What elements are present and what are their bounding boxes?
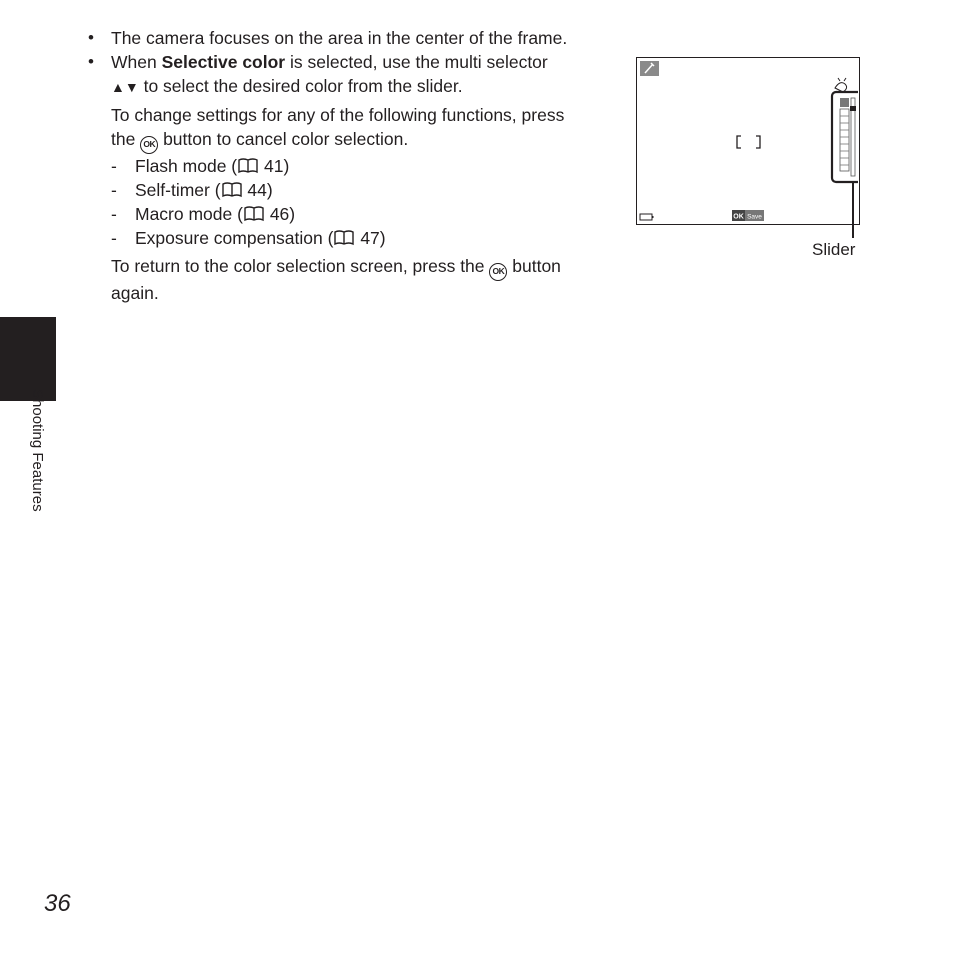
ok-button-icon: OK [140, 136, 158, 154]
slider-caption: Slider [812, 240, 856, 259]
dash-marker: - [111, 228, 117, 248]
list-item-page: 47) [355, 228, 386, 248]
camera-screen-illustration [636, 57, 860, 225]
function-list [86, 154, 616, 250]
bullet-text: When [111, 52, 162, 72]
list-item [86, 202, 616, 226]
focus-area-brackets [737, 136, 760, 148]
dash-marker: - [111, 204, 117, 224]
main-content [86, 26, 616, 305]
chapter-tab [0, 317, 56, 401]
paragraph-text: again. [111, 283, 159, 303]
selective-color-term: Selective color [161, 52, 286, 72]
book-reference-icon [221, 182, 243, 198]
dash-marker: - [111, 156, 117, 176]
camera-screen-graphic [637, 58, 858, 223]
list-item [86, 226, 616, 250]
chapter-label: Shooting Features [29, 389, 46, 512]
list-item-page: 46) [264, 204, 296, 224]
selective-color-mode-icon [640, 61, 659, 76]
list-item [86, 154, 616, 178]
paragraph-text: button [507, 256, 561, 276]
bullet-text: The camera focuses on the area in the center of the frame. [111, 28, 568, 48]
dash-marker: - [111, 180, 117, 200]
cancel-paragraph [86, 103, 616, 154]
book-reference-icon [237, 158, 259, 174]
battery-icon [640, 214, 654, 220]
paragraph-text: the [111, 129, 141, 149]
list-item-label: Self-timer ( [135, 180, 221, 200]
color-slider [832, 92, 858, 182]
bullet-text: to select the desired color from the slider. [138, 76, 463, 96]
paragraph-text: To return to the color selection screen, press the [111, 256, 490, 276]
paragraph-text: To change settings for any of the following functions, press [111, 105, 565, 125]
ok-label: OK [733, 213, 744, 221]
book-reference-icon [243, 206, 265, 222]
multi-selector-arrows-icon: ▲▼ [111, 79, 139, 95]
slider-callout-line [852, 182, 854, 238]
ok-button-icon: OK [489, 263, 507, 281]
list-item-label: Flash mode ( [135, 156, 238, 176]
paragraph-text: button to cancel color selection. [158, 129, 409, 149]
list-item-page: 41) [259, 156, 290, 176]
book-reference-icon [333, 230, 355, 246]
bullet-item [86, 26, 616, 50]
save-label: Save [747, 213, 762, 221]
return-paragraph [86, 254, 616, 305]
ok-save-button-icon [732, 210, 764, 221]
list-item-label: Macro mode ( [135, 204, 243, 224]
bullet-text: is selected, use the multi selector [285, 52, 548, 72]
list-item-page: 44) [242, 180, 273, 200]
list-item [86, 178, 616, 202]
vibration-reduction-icon [835, 78, 847, 92]
list-item-label: Exposure compensation ( [135, 228, 334, 248]
page-number: 36 [44, 890, 71, 917]
bullet-item [86, 50, 616, 99]
